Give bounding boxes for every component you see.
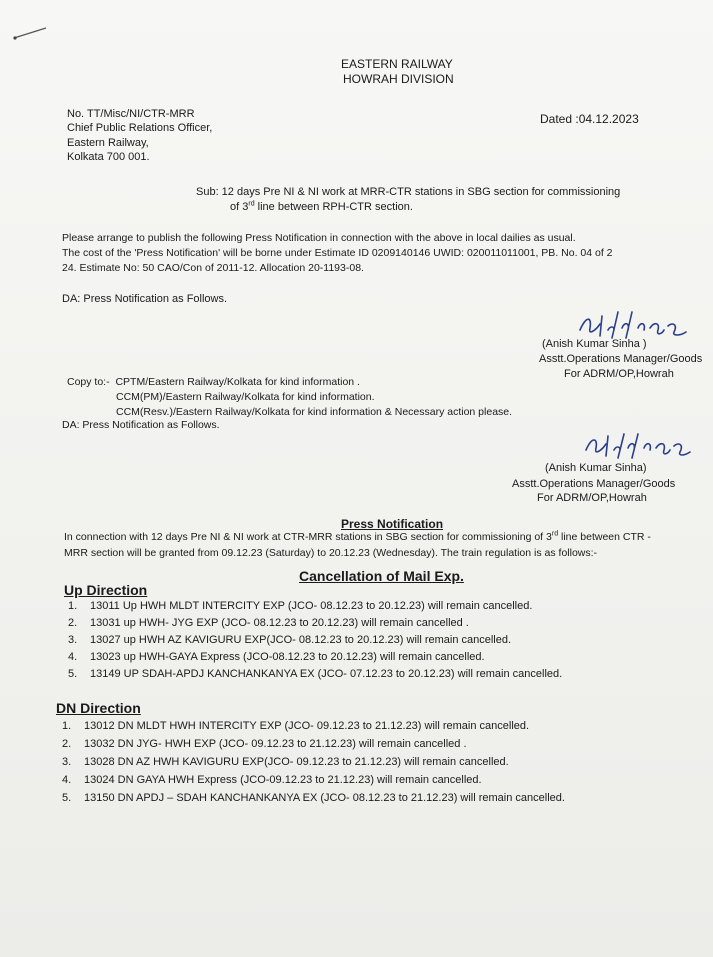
org-name: EASTERN RAILWAY [341,57,453,71]
da-line-2: DA: Press Notification as Follows. [62,419,220,431]
up-item-num: 1. [68,600,78,612]
dn-item-text: 13032 DN JYG- HWH EXP (JCO- 09.12.23 to 21.12.23) will remain cancelled . [84,738,467,750]
press-title: Press Notification [341,517,444,531]
up-direction-heading: Up Direction [64,582,148,598]
signatory-designation-1: Asstt.Operations Manager/Goods [539,353,703,365]
dn-item-1 [62,720,529,733]
signatory-designation-2: Asstt.Operations Manager/Goods [512,478,676,490]
dn-item-num: 4. [62,774,72,786]
dn-item-text: 13150 DN APDJ – SDAH KANCHANKANYA EX (JCO- 08.12.23 to 21.12.23) will remain cancelled. [84,792,565,804]
signature-2-graphic [584,430,696,460]
cancellation-title: Cancellation of Mail Exp. [299,568,464,584]
dn-item-num: 2. [62,738,72,750]
subject-line-2-sup: rd [248,200,255,208]
copy-to-item-3: CCM(Resv.)/Eastern Railway/Kolkata for kind information & Necessary action please. [116,406,513,418]
signatory-name-1: (Anish Kumar Sinha ) [542,338,647,350]
press-intro-post: line between CTR - [558,531,651,543]
signatory-name-2: (Anish Kumar Sinha) [545,462,647,474]
up-item-text: 13031 up HWH- JYG EXP (JCO- 08.12.23 to 20.12.23) will remain cancelled . [90,617,469,629]
subject-line-2-post: line between RPH-CTR section. [254,201,413,213]
signatory-for-2: For ADRM/OP,Howrah [537,492,647,504]
press-intro-sup: rd [551,530,559,538]
signatory-for-1: For ADRM/OP,Howrah [564,368,674,380]
dn-item-3 [62,756,509,769]
reference-number: No. TT/Misc/NI/CTR-MRR [67,108,195,120]
dn-item-num: 3. [62,756,72,768]
dn-item-4 [62,774,482,787]
press-intro-line-1 [64,531,651,544]
copy-to-line-1 [67,376,360,389]
up-item-1 [68,600,532,613]
dn-item-2 [62,738,467,751]
up-item-text: 13023 up HWH-GAYA Express (JCO-08.12.23 to 20.12.23) will remain cancelled. [90,651,485,663]
recipient-line-2: Eastern Railway, [67,137,149,149]
da-line-1: DA: Press Notification as Follows. [62,293,228,305]
press-intro-pre: In connection with 12 days Pre NI & NI work at CTR-MRR stations in SBG section for commissioning of 3 [64,531,552,543]
letter-date: Dated :04.12.2023 [540,112,639,126]
up-item-5 [68,668,562,681]
body-line-3: 24. Estimate No: 50 CAO/Con of 2011-12. Allocation 20-1193-08. [62,262,364,274]
subject-line-1: Sub: 12 days Pre NI & NI work at MRR-CTR stations in SBG section for commissioning [196,186,621,198]
up-item-num: 2. [68,617,78,629]
dn-item-text: 13028 DN AZ HWH KAVIGURU EXP(JCO- 09.12.23 to 21.12.23) will remain cancelled. [84,756,509,768]
recipient-line-3: Kolkata 700 001. [67,151,150,163]
up-item-text: 13011 Up HWH MLDT INTERCITY EXP (JCO- 08.12.23 to 20.12.23) will remain cancelled. [90,600,533,612]
up-item-num: 5. [68,668,78,680]
copy-to-label: Copy to:- [67,376,110,388]
dn-item-num: 5. [62,792,72,804]
dn-direction-heading: DN Direction [56,700,141,716]
dn-item-num: 1. [62,720,72,732]
up-item-3 [68,634,511,647]
up-item-num: 4. [68,651,78,663]
subject-line-2-pre: of 3 [230,201,249,213]
up-item-num: 3. [68,634,78,646]
copy-to-item-1: CPTM/Eastern Railway/Kolkata for kind information . [115,376,360,388]
body-line-2: The cost of the 'Press Notification' will be borne under Estimate ID 0209140146 UWID: 020011011001, PB. No. 04 of 2 [62,247,613,259]
copy-to-item-2: CCM(PM)/Eastern Railway/Kolkata for kind information. [116,391,375,403]
press-intro-line-2: MRR section will be granted from 09.12.23 (Saturday) to 20.12.23 (Wednesday). The train regulation is as follows:- [64,547,598,559]
dn-item-text: 13012 DN MLDT HWH INTERCITY EXP (JCO- 09.12.23 to 21.12.23) will remain cancelled. [84,720,530,732]
body-line-1: Please arrange to publish the following Press Notification in connection with the above in local dailies as usual. [62,232,576,244]
signature-1-graphic [578,308,696,340]
up-item-2 [68,617,469,630]
signature-1-icon [578,308,696,340]
dn-item-text: 13024 DN GAYA HWH Express (JCO-09.12.23 to 21.12.23) will remain cancelled. [84,774,482,786]
signature-2-icon [584,430,696,460]
division-name: HOWRAH DIVISION [343,72,454,86]
up-item-4 [68,651,485,664]
subject-line-2 [230,201,413,214]
up-item-text: 13149 UP SDAH-APDJ KANCHANKANYA EX (JCO- 07.12.23 to 20.12.23) will remain cancelled. [90,668,563,680]
up-item-text: 13027 up HWH AZ KAVIGURU EXP(JCO- 08.12.23 to 20.12.23) will remain cancelled. [90,634,512,646]
recipient-line-1: Chief Public Relations Officer, [67,122,213,134]
pen-mark-icon [12,24,52,44]
dn-item-5 [62,792,565,805]
